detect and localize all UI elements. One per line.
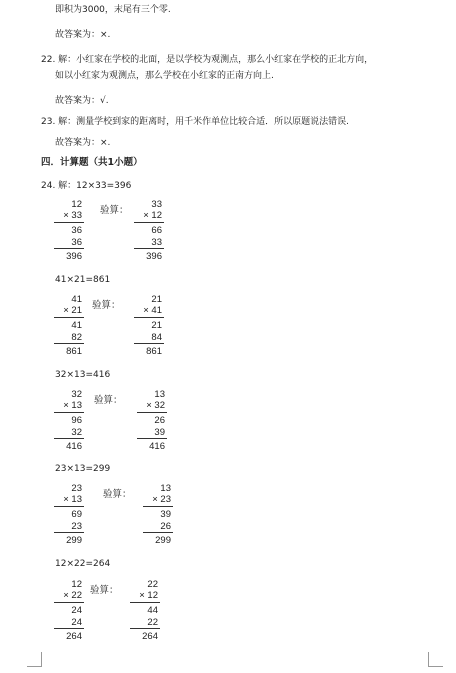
calc-row: 21 [151,294,162,305]
calc-row: 26 [160,521,171,532]
calc-rule [134,343,164,344]
calc-row: 69 [71,509,82,520]
verify-label: 验算： [90,585,119,596]
calc-rule [137,412,167,413]
equation-5: 12×22=264 [55,559,111,569]
section-heading: 四．计算题（共1小题） [41,157,143,168]
solution-23: 23. 解：测量学校到家的距离时，用千米作单位比较合适．所以原题说法错误. [41,117,350,127]
calc-rule [54,343,84,344]
calc-row: 66 [151,225,162,236]
calc-row: 299 [66,535,82,546]
calc-row: 26 [154,415,165,426]
calc-row: × 41 [143,305,162,316]
calc-rule [54,532,84,533]
calc-rule [137,438,167,439]
verify-label: 验算： [94,395,123,406]
calc-row: 41 [71,320,82,331]
calc-row: 41 [71,294,82,305]
calc-row: 13 [154,389,165,400]
calc-row: 96 [71,415,82,426]
calc-rule [143,532,173,533]
calc-row: 264 [66,631,82,642]
verify-label: 验算： [92,300,121,311]
calc-row: 24 [71,605,82,616]
calc-row: × 23 [152,494,171,505]
calc-row: 396 [66,251,82,262]
calc-row: 416 [149,441,165,452]
calc-rule [54,222,84,223]
line-product-zeros: 即积为3000，末尾有三个零. [55,5,171,15]
calc-rule [134,317,164,318]
solution-24: 24. 解：12×33=396 [41,181,132,191]
calc-row: × 22 [63,590,82,601]
calc-row: 82 [71,332,82,343]
calc-rule [134,248,164,249]
calc-row: 12 [71,579,82,590]
calc-row: × 21 [63,305,82,316]
calc-row: × 13 [63,494,82,505]
calc-row: 12 [71,199,82,210]
calc-row: 44 [147,605,158,616]
calc-row: 23 [71,521,82,532]
calc-row: 21 [151,320,162,331]
calc-row: × 13 [63,400,82,411]
calc-row: 24 [71,617,82,628]
calc-rule [134,222,164,223]
equation-3: 32×13=416 [55,370,111,380]
calc-rule [54,317,84,318]
solution-22-line1: 22. 解：小红家在学校的北面，是以学校为观测点，那么小红家在学校的正北方向， [41,55,374,65]
calc-rule [130,628,160,629]
calc-row: 32 [71,389,82,400]
calc-rule [143,506,173,507]
calc-row: 39 [154,427,165,438]
calc-row: 33 [151,237,162,248]
calc-row: 36 [71,225,82,236]
calc-row: 13 [160,483,171,494]
calc-row: × 12 [139,590,158,601]
page-corner-bottom-right [428,652,443,667]
verify-label: 验算： [100,205,129,216]
calc-row: 32 [71,427,82,438]
calc-rule [54,248,84,249]
equation-2: 41×21=861 [55,275,111,285]
calc-row: 299 [155,535,171,546]
calc-row: 23 [71,483,82,494]
calc-rule [130,602,160,603]
page-corner-bottom-left [27,652,42,667]
calc-row: 861 [66,346,82,357]
calc-row: 22 [147,579,158,590]
calc-rule [54,628,84,629]
answer-22: 故答案为：√. [55,96,109,106]
calc-row: 396 [146,251,162,262]
verify-label: 验算： [103,489,132,500]
calc-row: × 12 [143,210,162,221]
calc-row: × 33 [63,210,82,221]
calc-rule [54,438,84,439]
calc-row: 416 [66,441,82,452]
answer-23: 故答案为：×. [55,138,111,148]
calc-row: 36 [71,237,82,248]
calc-row: 22 [147,617,158,628]
solution-22-line2: 如以小红家为观测点，那么学校在小红家的正南方向上. [55,71,274,81]
calc-row: 861 [146,346,162,357]
calc-rule [54,506,84,507]
calc-row: 84 [151,332,162,343]
calc-rule [54,412,84,413]
calc-row: 264 [142,631,158,642]
calc-row: 39 [160,509,171,520]
answer-21: 故答案为：×. [55,30,111,40]
calc-rule [54,602,84,603]
equation-4: 23×13=299 [55,464,111,474]
calc-row: × 32 [146,400,165,411]
calc-row: 33 [151,199,162,210]
